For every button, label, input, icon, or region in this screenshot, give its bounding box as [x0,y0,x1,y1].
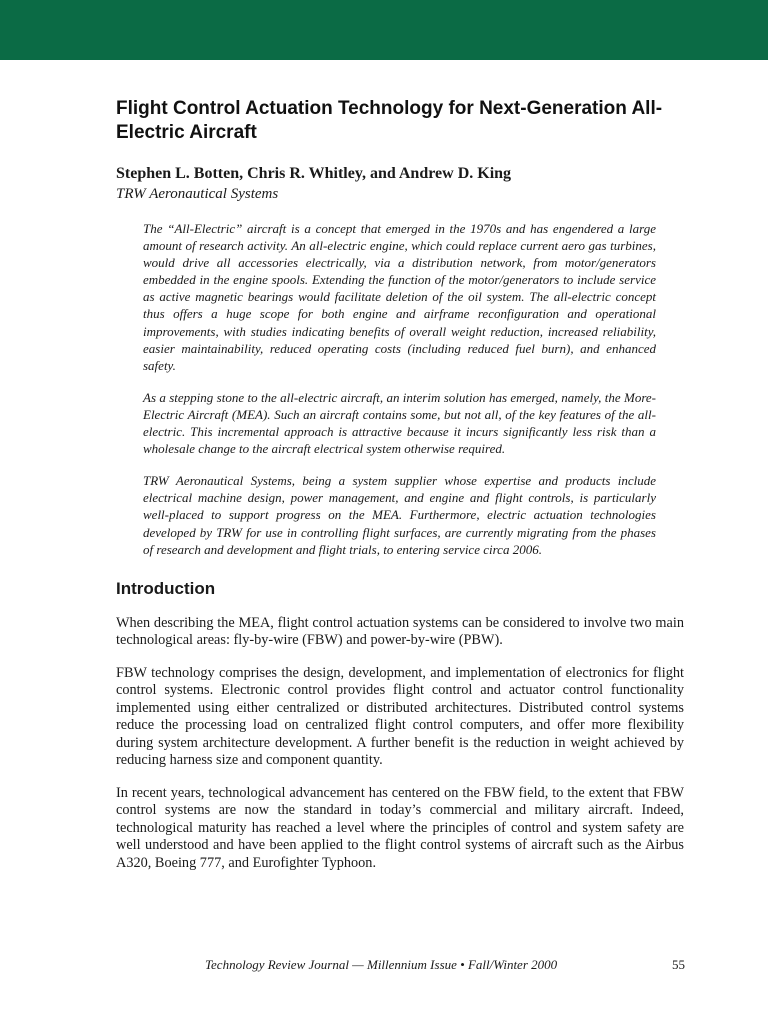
introduction-body [116,615,684,873]
article-authors: Stephen L. Botten, Chris R. Whitley, and Andrew D. King [116,165,512,182]
article-title: Flight Control Actuation Technology for Next-Generation All-Electric Aircraft [116,98,663,143]
header-bar [0,0,768,60]
page-number: 55 [672,957,685,972]
body-paragraph: When describing the MEA, flight control actuation systems can be considered to involve two main technological areas: fly-by-wire (FBW) and power-by-wire (PBW). [116,614,684,649]
article [116,97,684,887]
article-affiliation: TRW Aeronautical Systems [116,186,279,202]
page-footer [205,957,685,973]
body-paragraph: In recent years, technological advancement has centered on the FBW field, to the extent that FBW control systems are now the standard in today’s commercial and military aircraft. Indeed, technological maturity has reached a level where the principles of control and system safety are well understood and have been applied to the flight control systems of aircraft such as the Airbus A320, Boeing 777, and Eurofighter Typhoon. [116,784,684,871]
abstract [143,220,656,558]
footer-journal: Technology Review Journal — Millennium Issue • Fall/Winter 2000 [205,957,558,972]
body-paragraph: FBW technology comprises the design, development, and implementation of electronics for flight control systems. Electronic control provides flight control and actuator control functionality implemented using either centralized or distributed architectures. Distributed control systems reduce the processing load on centralized flight control computers, and offer more flexibility during system architecture development. A further benefit is the reduction in weight achieved by reducing harness size and component quantity. [116,664,684,769]
section-heading-introduction: Introduction [116,578,216,598]
abstract-paragraph: The “All-Electric” aircraft is a concept that emerged in the 1970s and has engendered a large amount of research activity. An all-electric engine, which could replace current aero gas turbines, would drive all accessories electrically, via a distribution network, from motor/generators embedded in the engine spools. Extending the function of the motor/generators to include service as active magnetic bearings would facilitate deletion of the oil system. The all-electric concept thus offers a huge scope for both engine and airframe reconfiguration and operational improvements, with studies indicating benefits of overall weight reduction, increased reliability, easier maintainability, reduced operating costs (including reduced fuel burn), and enhanced safety. [143,221,656,373]
abstract-paragraph: As a stepping stone to the all-electric aircraft, an interim solution has emerged, namely, the More-Electric Aircraft (MEA). Such an aircraft contains some, but not all, of the key features of the all-electric. This incremental approach is attractive because it incurs significantly less risk than a wholesale change to the aircraft electrical system otherwise required. [143,389,656,457]
abstract-paragraph: TRW Aeronautical Systems, being a system supplier whose expertise and products include electrical machine design, power management, and engine and flight controls, is particularly well-placed to support progress on the MEA. Furthermore, electric actuation technologies developed by TRW for use in controlling flight surfaces, are currently migrating from the phases of research and development and flight trials, to entering service circa 2006. [143,473,656,557]
